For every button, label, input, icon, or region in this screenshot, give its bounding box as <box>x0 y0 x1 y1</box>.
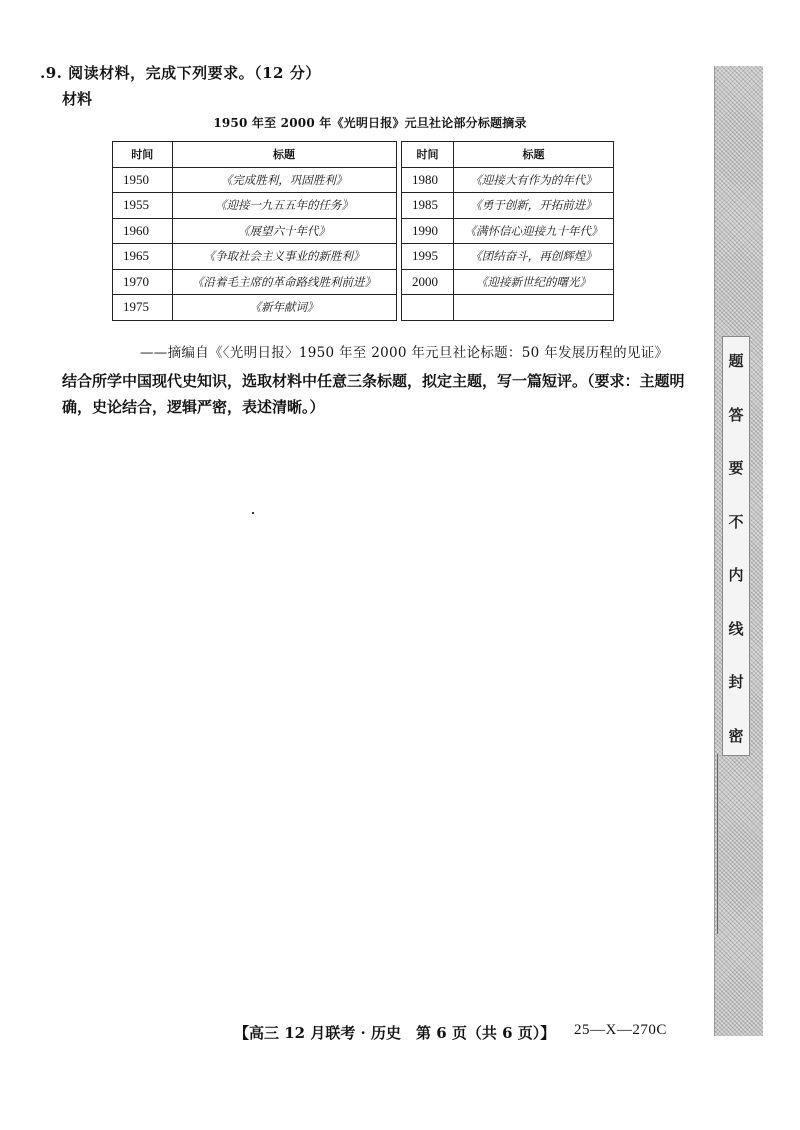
table-cell-year: 1955 <box>113 193 173 219</box>
binding-char: 线 <box>728 619 744 638</box>
binding-char: 题 <box>728 352 744 370</box>
footer-code: 25—X—270C <box>574 1022 667 1038</box>
binding-char: 不 <box>728 512 744 531</box>
table-cell-title: 《完成胜利，巩固胜利》 <box>172 167 396 193</box>
binding-strip-notice <box>722 350 750 746</box>
material-source: ——摘编自《〈光明日报〉1950 年至 2000 年元旦社论标题：50 年发展历程的见证》 <box>140 345 669 361</box>
binding-divider-line <box>717 754 718 934</box>
header-time-left: 时间 <box>113 142 173 168</box>
table-cell-year: 1965 <box>113 244 173 270</box>
table-row <box>113 218 614 244</box>
table-cell-title: 《迎接一九五五年的任务》 <box>172 193 396 219</box>
material-label: 材料 <box>62 90 93 108</box>
table-cell-title: 《迎接大有作为的年代》 <box>454 167 614 193</box>
editorial-titles-table <box>112 141 614 321</box>
stray-dot <box>252 512 254 514</box>
table-row <box>113 269 614 295</box>
table-row <box>113 193 614 219</box>
footer-title: 【高三 12 月联考 · 历史 第 6 页（共 6 页）】 <box>234 1024 556 1042</box>
question-header: .9. 阅读材料，完成下列要求。（12 分） <box>40 64 321 82</box>
binding-char: 内 <box>728 566 744 585</box>
binding-char: 封 <box>728 673 744 692</box>
table-cell-year: 2000 <box>402 269 454 295</box>
table-cell-title: 《争取社会主义事业的新胜利》 <box>172 244 396 270</box>
table-cell-year: 1970 <box>113 269 173 295</box>
header-title-left: 标题 <box>172 142 396 168</box>
question-instruction: 结合所学中国现代史知识，选取材料中任意三条标题，拟定主题，写一篇短评。（要求：主题明确，史论结合，逻辑严密，表述清晰。） <box>62 372 685 416</box>
table-cell-title: 《勇于创新，开拓前进》 <box>454 193 614 219</box>
table-cell-year: 1960 <box>113 218 173 244</box>
table-cell-title: 《新年献词》 <box>172 295 396 321</box>
table-cell-title: 《满怀信心迎接九十年代》 <box>454 218 614 244</box>
header-title-right: 标题 <box>454 142 614 168</box>
binding-char: 密 <box>728 726 744 745</box>
table-cell-year: 1995 <box>402 244 454 270</box>
table-row <box>113 244 614 270</box>
table-cell-year: 1990 <box>402 218 454 244</box>
table-caption: 1950 年至 2000 年《光明日报》元旦社论部分标题摘录 <box>213 116 527 130</box>
table-cell-year: 1950 <box>113 167 173 193</box>
table-cell-title <box>454 295 614 321</box>
table-cell-year: 1975 <box>113 295 173 321</box>
table-cell-year <box>402 295 454 321</box>
table-cell-year: 1980 <box>402 167 454 193</box>
table-cell-title: 《沿着毛主席的革命路线胜利前进》 <box>172 269 396 295</box>
table-row <box>113 295 614 321</box>
table-cell-title: 《展望六十年代》 <box>172 218 396 244</box>
header-time-right: 时间 <box>402 142 454 168</box>
binding-char: 要 <box>728 459 744 478</box>
table-header-row <box>113 142 614 168</box>
table-row <box>113 167 614 193</box>
binding-char: 答 <box>728 405 744 424</box>
table-cell-title: 《团结奋斗，再创辉煌》 <box>454 244 614 270</box>
table-cell-year: 1985 <box>402 193 454 219</box>
table-cell-title: 《迎接新世纪的曙光》 <box>454 269 614 295</box>
